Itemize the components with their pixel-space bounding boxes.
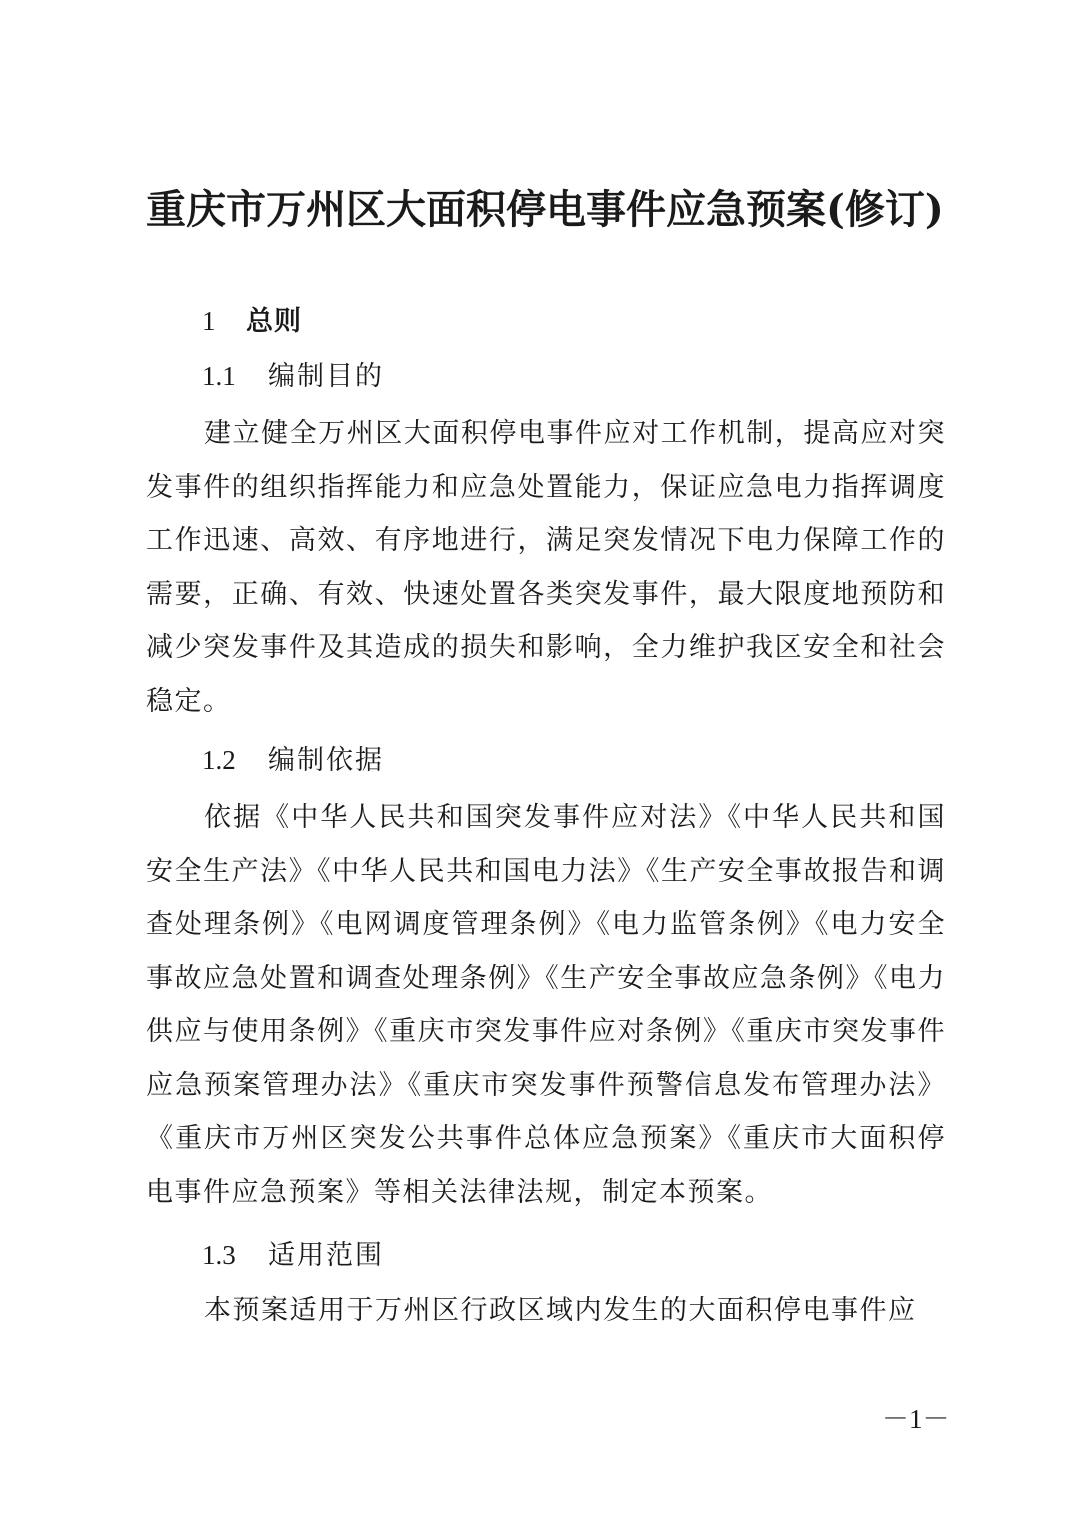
paragraph-purpose: 建立健全万州区大面积停电事件应对工作机制，提高应对突发事件的组织指挥能力和应急处置能力，保证应急电力指挥调度工作迅速、高效、有序地进行，满足突发情况下电力保障工作的需要，正确、有效、快速处置各类突发事件，最大限度地预防和减少突发事件及其造成的损失和影响，全力维护我区安全和社会稳定。 (146, 418, 946, 717)
section-heading-1-1 (202, 358, 384, 395)
section-heading-1 (202, 303, 302, 340)
section-heading-1-3 (202, 1237, 384, 1274)
document-title: 重庆市万州区大面积停电事件应急预案(修订) (146, 186, 944, 233)
section-title: 编制目的 (268, 361, 384, 392)
section-number: 1.3 (202, 1240, 236, 1270)
section-number: 1.1 (202, 361, 236, 391)
page-number: －1－ (882, 1404, 950, 1434)
section-title: 编制依据 (268, 745, 384, 776)
section-title: 适用范围 (268, 1240, 384, 1271)
section-title: 总则 (246, 306, 302, 337)
section-number: 1 (202, 306, 216, 336)
paragraph-scope: 本预案适用于万州区行政区域内发生的大面积停电事件应 (204, 1295, 917, 1326)
paragraph-basis: 依据《中华人民共和国突发事件应对法》《中华人民共和国安全生产法》《中华人民共和国电力法》《生产安全事故报告和调查处理条例》《电网调度管理条例》《电力监管条例》《电力安全事故应急处置和调查处理条例》《生产安全事故应急条例》《电力供应与使用条例》《重庆市突发事件应对条例》《重庆市突发事件应急预案管理办法》《重庆市突发事件预警信息发布管理办法》《重庆市万州区突发公共事件总体应急预案》《重庆市大面积停电事件应急预案》等相关法律法规，制定本预案。 (146, 802, 946, 1208)
section-heading-1-2 (202, 742, 384, 779)
section-number: 1.2 (202, 745, 236, 775)
